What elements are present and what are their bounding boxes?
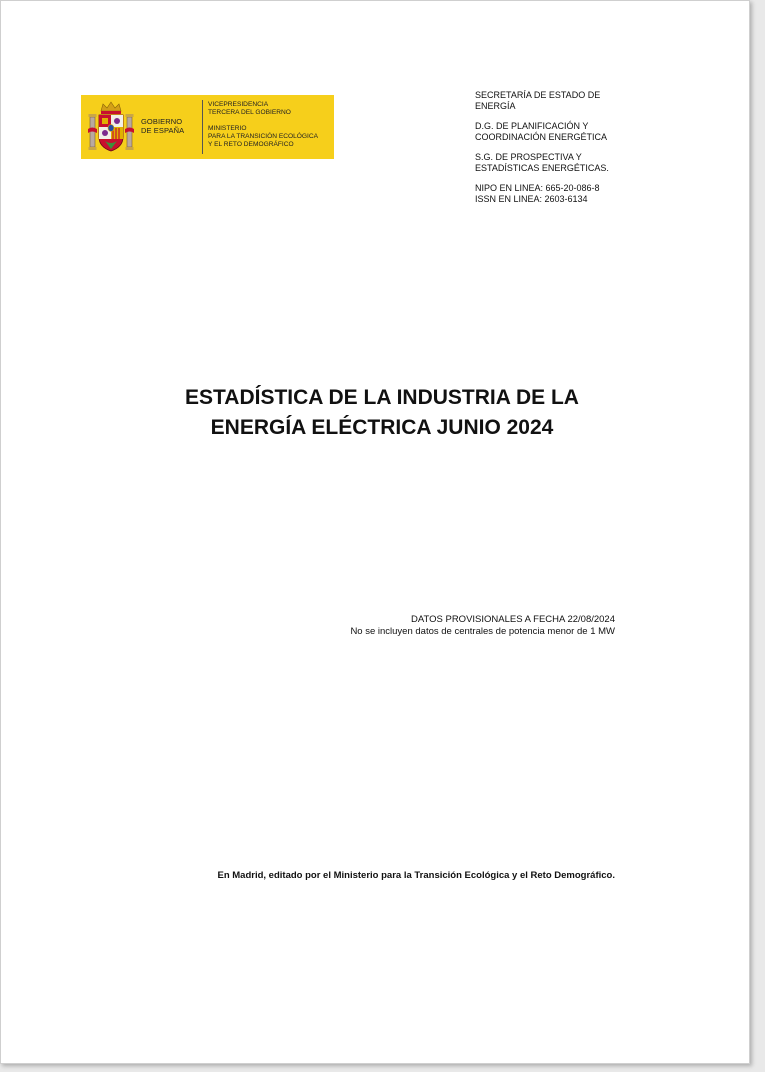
ministry-label — [208, 125, 333, 149]
subdirectorate-line1: S.G. DE PROSPECTIVA Y — [475, 152, 582, 162]
secretariat-line1: SECRETARÍA DE ESTADO DE — [475, 90, 601, 100]
subdirectorate-label — [475, 152, 675, 173]
secretariat-line2: ENERGÍA — [475, 100, 516, 111]
directorate-label — [475, 121, 675, 142]
issn-code: ISSN EN LINEA: 2603-6134 — [475, 193, 588, 204]
nipo-code: NIPO EN LINEA: 665-20-086-8 — [475, 183, 600, 193]
subdirectorate-line2: ESTADÍSTICAS ENERGÉTICAS. — [475, 162, 609, 173]
ministry-line1: MINISTERIO — [208, 125, 247, 132]
logo-divider — [202, 100, 203, 154]
provisional-notes — [301, 614, 615, 638]
directorate-line2: COORDINACIÓN ENERGÉTICA — [475, 131, 608, 142]
directorate-line1: D.G. DE PLANIFICACIÓN Y — [475, 121, 589, 131]
identifiers — [475, 183, 675, 204]
government-label-line2: DE ESPAÑA — [141, 126, 185, 135]
vice-presidency-line1: VICEPRESIDENCIA — [208, 101, 269, 108]
title-line1: ESTADÍSTICA DE LA INDUSTRIA DE LA — [185, 386, 579, 409]
ministry-line3: Y EL RETO DEMOGRÁFICO — [208, 141, 294, 148]
ministry-line2: PARA LA TRANSICIÓN ECOLÓGICA — [208, 133, 319, 140]
government-label-line1: GOBIERNO — [141, 117, 183, 126]
government-of-spain-label — [141, 117, 201, 135]
document-title — [131, 383, 633, 443]
coat-of-arms-icon — [87, 99, 135, 155]
vice-presidency-line2: TERCERA DEL GOBIERNO — [208, 109, 291, 116]
vice-presidency-label — [208, 101, 333, 117]
exclusion-note: No se incluyen datos de centrales de potencia menor de 1 MW — [350, 626, 615, 637]
title-line2: ENERGÍA ELÉCTRICA JUNIO 2024 — [210, 416, 554, 439]
department-info — [475, 90, 675, 204]
provisional-data-note: DATOS PROVISIONALES A FECHA 22/08/2024 — [411, 614, 615, 625]
publisher-note: En Madrid, editado por el Ministerio para la Transición Ecológica y el Reto Demográfico. — [217, 870, 615, 881]
secretariat-label — [475, 90, 675, 111]
government-logo — [81, 95, 334, 159]
